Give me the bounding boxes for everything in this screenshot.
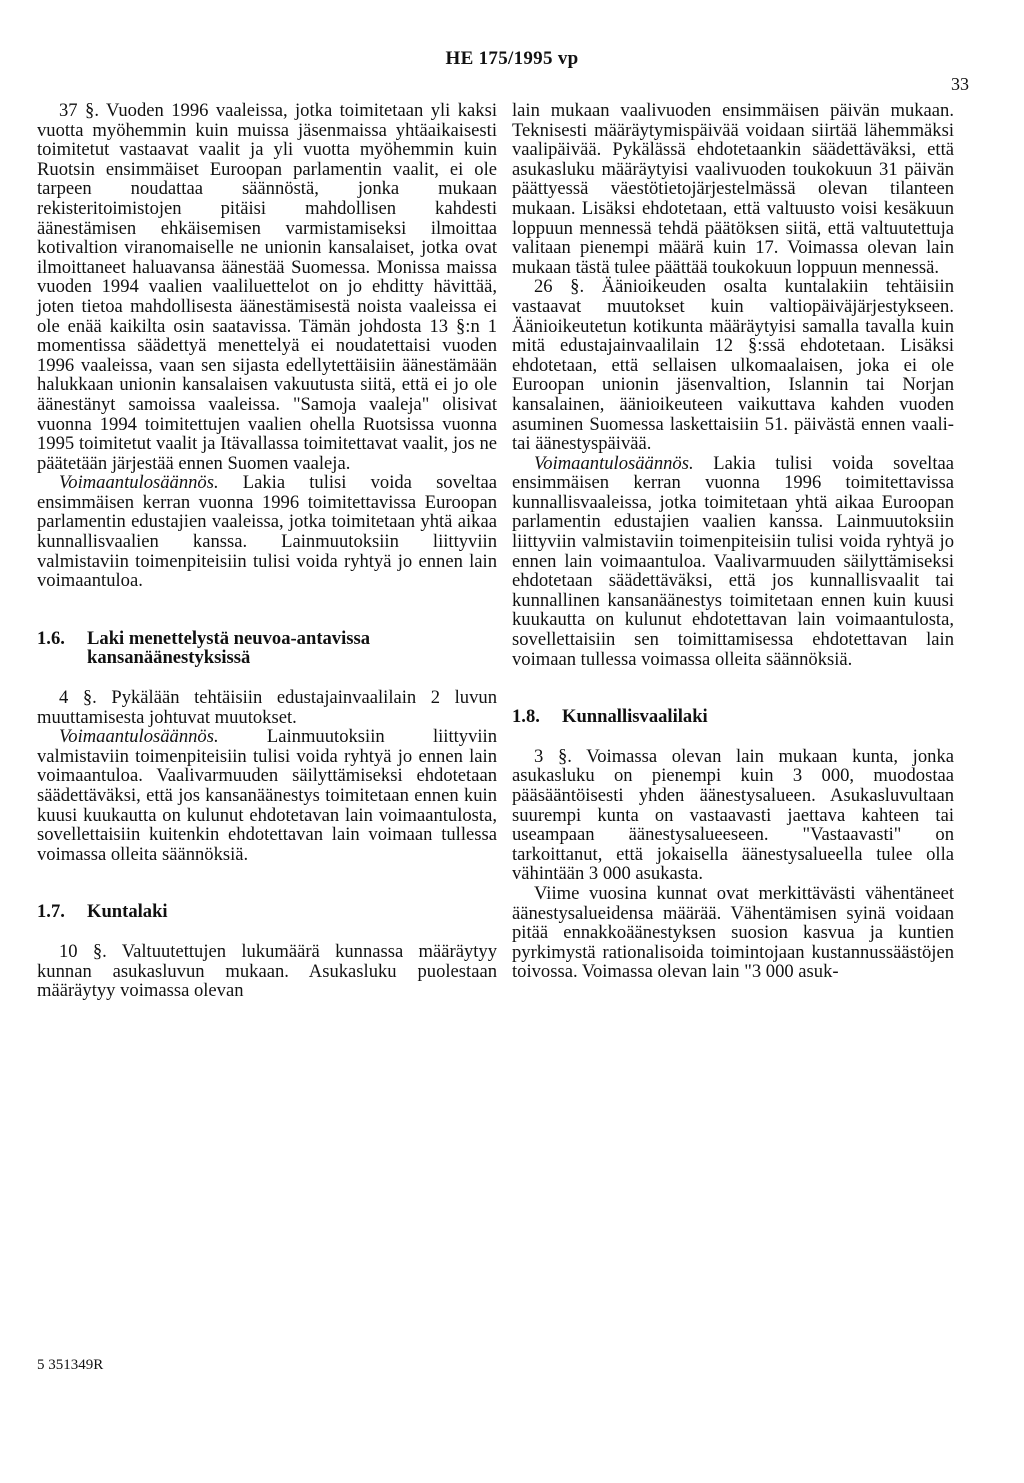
section-number: 1.6. [37,627,65,649]
paragraph-text: Lainmuutoksiin liittyviin valmistaviin toimenpiteisiin tulisi voida ryhtyä jo ennen lain voimaantuloa. Vaalivarmuuden säilyttämiseksi ehdotetaan säädettäväksi, että jos kansanäänestys toimitetaan ennen kuin kuusi kuukautta on kulunut ehdotetavan lain voimaantulosta, sovellettaisiin kuitenkin ehdotettavan lain voimaan tullessa voimassa olleita säännöksiä. [37,726,497,865]
paragraph-continued: lain mukaan vaalivuoden ensimmäisen päivän mukaan. Teknisesti määräytymispäivää voidaan siirtää lähemmäksi vaalipäivää. Pykälässä ehdotetaankin säädettäväksi, että asukasluku määräytyisi vaalivuoden toukokuun 31 päivän päättyessä väestötietojärjestelmässä olevan tilanteen mukaan. Lisäksi ehdotetaan, että valtuusto voisi kesäkuun loppuun mennessä tehdä päätöksen siitä, että valtuutettuja valitaan pienempi määrä kuin 17. Voimassa olevan lain mukaan tästä tulee päättää toukokuun loppuun mennessä. [512,100,954,278]
section-heading-1-6 [37,629,497,668]
footer-print-code: 5 351349R [37,1357,104,1373]
paragraph-26: 26 §. Äänioikeuden osalta kuntalakiin tehtäisiin vastaavat muutokset kuin valtiopäiväjärjestykseen. Äänioikeutetun kotikunta määräytyisi samalla tavalla kuin mitä edustajainvaalilain 12 §:ssä ehdotetaan. Lisäksi ehdotetaan, että sellaisen ulkomaalaisen, joka ei ole Euroopan unionin jäsenvaltion, Islannin tai Norjan kansalainen, äänioikeuteen vaikuttava kahden vuoden asuminen Suomessa laskettaisiin 51. päivästä ennen vaali- tai äänestyspäivää. [512,276,954,455]
section-title: Laki menettelystä neuvoa-antavissa kansanäänestyksissä [87,627,371,669]
section-number: 1.8. [512,706,540,728]
page-header-title: HE 175/1995 vp [445,48,579,69]
lead-voimaantulo: Voimaantulosäännös. [534,452,694,474]
section-title: Kunnallisvaalilaki [562,706,708,728]
paragraph-10: 10 §. Valtuutettujen lukumäärä kunnassa määräytyy kunnan asukasluvun mukaan. Asukasluku puolestaan määräytyy voimassa olevan [37,940,497,1002]
left-column [37,101,497,1001]
section-title: Kuntalaki [87,901,168,923]
section-number: 1.7. [37,901,65,923]
paragraph-3: 3 §. Voimassa olevan lain mukaan kunta, jonka asukasluku on pienempi kuin 3 000, muodostaa pääsääntöisesti yhden äänestysalueen. Asukasluvultaan suurempi kunta on vastaavasti jaettava kahteen tai useampaan äänestysalueeseen. "Vastaavasti" on tarkoittanut, että jokaisella äänestysalueella tulee olla vähintään 3 000 asukasta. [512,745,954,885]
lead-voimaantulo: Voimaantulosäännös. [59,472,219,494]
paragraph-text: Lakia tulisi voida soveltaa ensimmäisen kerran vuonna 1996 toimitettavissa Euroopan parlamentin edustajien vaaleissa, jotka toimitetaan yhtä aikaa kunnallisvaalien kanssa. Lainmuutoksiin liittyviin valmistaviin toimenpiteisiin tulisi voida ryhtyä jo ennen lain voimaantuloa. [37,472,497,592]
section-heading-1-7 [37,902,497,922]
paragraph-voimaantulo-2 [37,727,497,864]
right-column [512,101,954,982]
page-number: 33 [951,74,969,94]
paragraph-voimaantulo-1 [37,473,497,591]
paragraph-viime-vuosina: Viime vuosina kunnat ovat merkittävästi vähentäneet äänestysalueidensa määrää. Vähentämisen syinä voidaan pitää ennakkoäänestyksen suosion kasvua ja kuntien pyrkimystä rationalisoida toimintojaan kustannussäästöjen toivossa. Voimassa olevan lain "3 000 asuk- [512,882,954,983]
section-heading-1-8 [512,707,954,727]
lead-voimaantulo: Voimaantulosäännös. [59,726,219,748]
paragraph-voimaantulo-3 [512,454,954,670]
paragraph-37: 37 §. Vuoden 1996 vaaleissa, jotka toimitetaan yli kaksi vuotta myöhemmin kuin muissa jäsenmaissa yhtäaikaisesti toimitetut vastaavat vaalit ja yli vuotta myöhemmin kuin Ruotsin ensimmäiset Euroopan parlamentin vaalit, ei ole tarpeen noudattaa säännöstä, jonka mukaan rekisteritoimistojen pitäisi mahdollisen kahdesti äänestämisen ehkäisemisen varmistamiseksi ilmoittaa kotivaltion viranomaiselle ne unionin kansalaiset, jotka ovat ilmoittaneet haluavansa äänestää Suomessa. Monissa maissa vuoden 1994 vaalien vaaliluettelot on jo ehditty hävittää, joten tietoa mahdollisesta äänestämisestä noista vaaleissa ei ole enää kaikilta osin saatavissa. Tämän johdosta 13 §:n 1 momentissa säädettyä menettelyä ei noudatettaisi vuoden 1996 vaaleissa, vaan sen sijasta edellytettäisiin äänestämään halukkaan unionin kansalaisen vakuutusta siitä, että ei jo ole äänestänyt samoissa vaaleissa. "Samoja vaaleja" olisivat vuonna 1994 toimitettujen vaalien ohella Ruotsissa vuonna 1995 toimitetut vaalit ja Itävallassa toimitettavat vaalit, jos ne päätetään järjestää ennen Suomen vaaleja. [37,100,497,474]
paragraph-text: Lakia tulisi voida soveltaa ensimmäisen kerran vuonna 1996 toimitettavissa kunnallisvaaleissa, jotka toimitetaan yhtä aikaa Euroopan parlamentin edustajien vaalien kanssa. Lainmuutoksiin liittyviin valmistaviin toimenpiteisiin tulisi voida ryhtyä jo ennen lain voimaantuloa. Vaalivarmuuden säilyttämiseksi ehdotetaan säädettäväksi, että jos kunnallisvaalit tai kunnallinen kansanäänestys toimitetaan ennen kuin kuusi kuukautta on kulunut ehdotettavan lain voimaantulosta, sovellettaisiin sen toimittamisessa ehdotettavan lain voimaan tullessa voimassa olleita säännöksiä. [512,452,954,670]
paragraph-4: 4 §. Pykälään tehtäisiin edustajainvaalilain 2 luvun muuttamisesta johtuvat muutokset. [37,687,497,728]
